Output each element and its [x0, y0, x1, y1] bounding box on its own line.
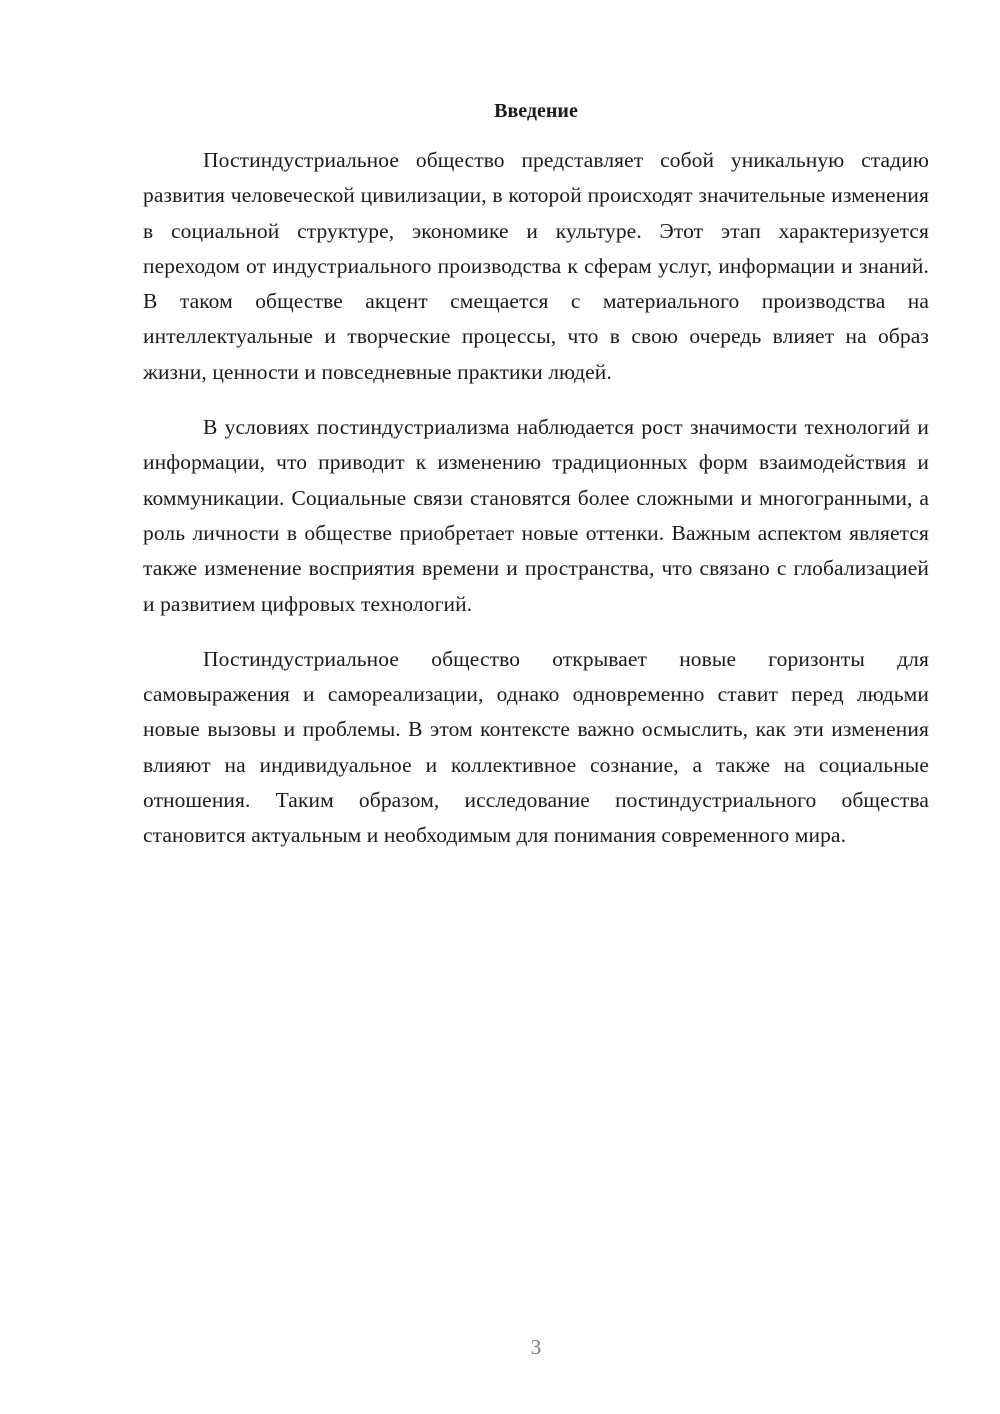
section-title: Введение: [494, 100, 578, 122]
body-text: [143, 143, 929, 854]
paragraph-1: Постиндустриальное общество представляет собой уникальную стадию развития человеческой цивилизации, в которой происходят значительные изменения в социальной структуре, экономике и культуре. Этот этап характеризуется переходом от индустриального производства к сферам услуг, информации и знаний. В таком обществе акцент смещается с материального производства на интеллектуальные и творческие процессы, что в свою очередь влияет на образ жизни, ценности и повседневные практики людей.: [143, 148, 929, 384]
page-number: 3: [530, 1335, 542, 1359]
paragraph-2: В условиях постиндустриализма наблюдается рост значимости технологий и информации, что приводит к изменению традиционных форм взаимодействия и коммуникации. Социальные связи становятся более сложными и многогранными, а роль личности в обществе приобретает новые оттенки. Важным аспектом является также изменение восприятия времени и пространства, что связано с глобализацией и развитием цифровых технологий.: [143, 415, 929, 616]
paragraph-3: Постиндустриальное общество открывает новые горизонты для самовыражения и самореализации, однако одновременно ставит перед людьми новые вызовы и проблемы. В этом контексте важно осмыслить, как эти изменения влияют на индивидуальное и коллективное сознание, а также на социальные отношения. Таким образом, исследование постиндустриального общества становится актуальным и необходимым для понимания современного мира.: [143, 646, 929, 848]
